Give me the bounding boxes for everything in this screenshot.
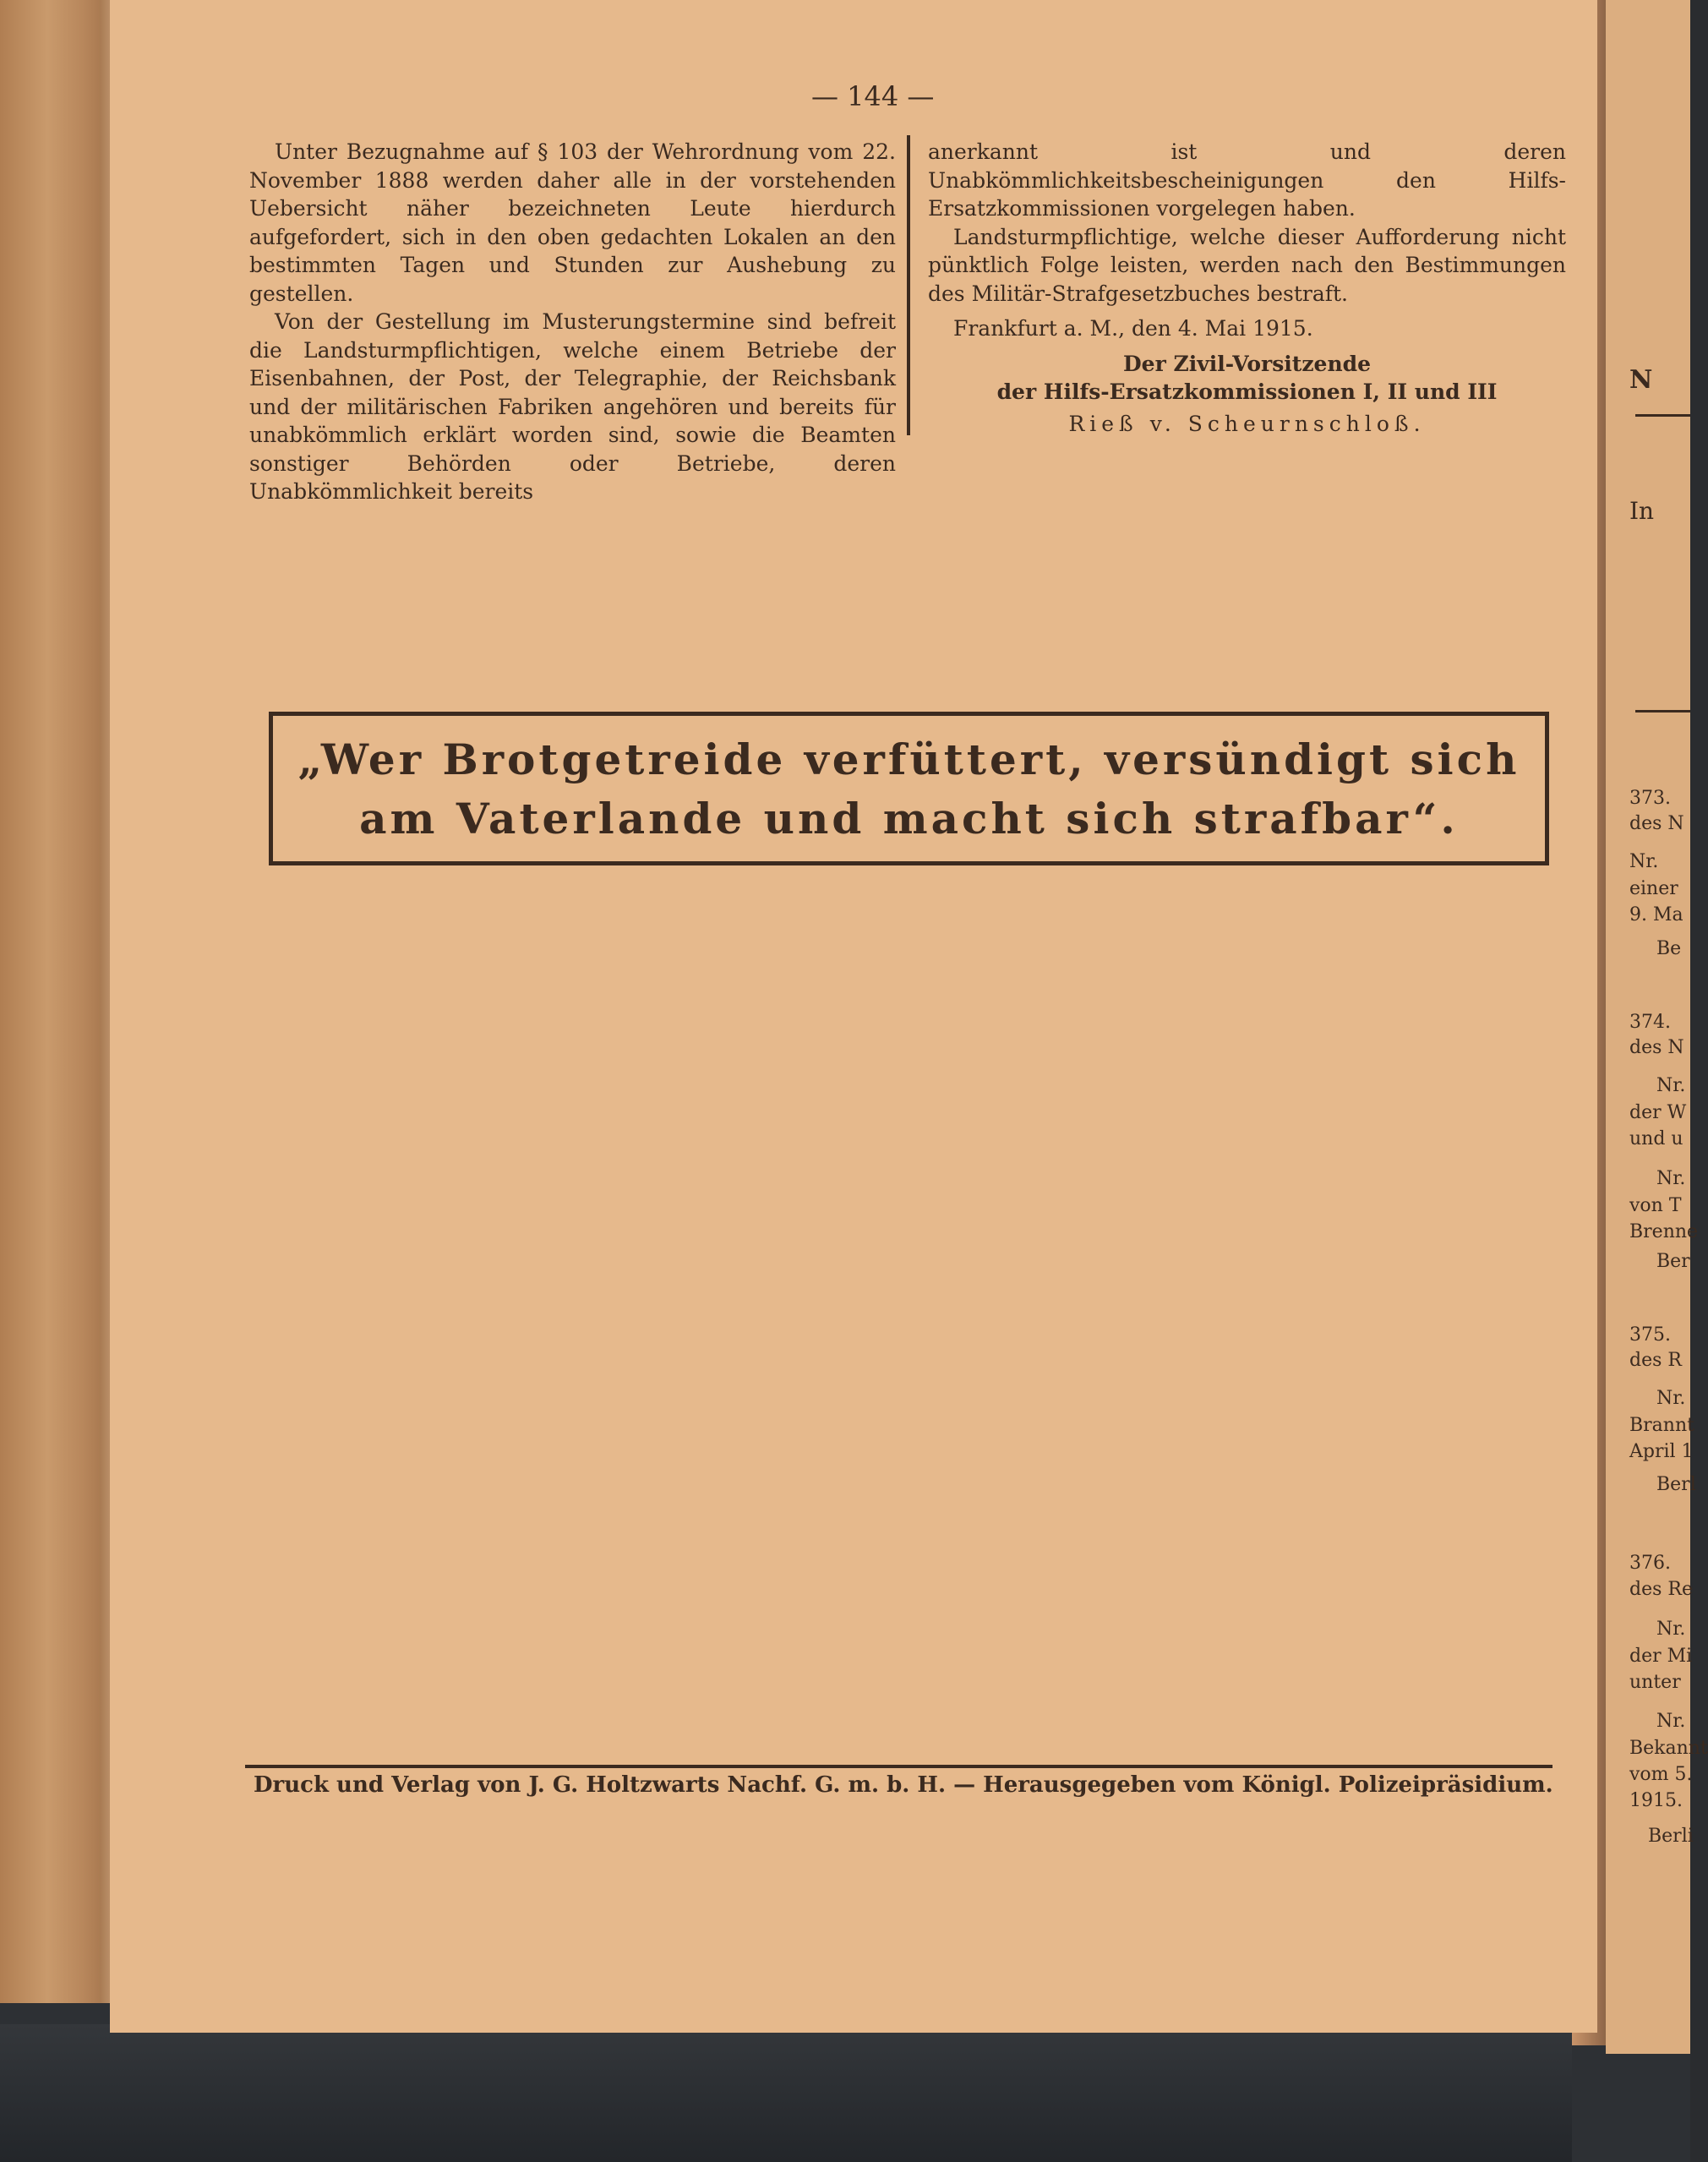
paragraph-summons: Unter Bezugnahme auf § 103 der Wehrordnung vom 22. November 1888 werden daher alle in der vorstehenden Uebersicht näher bezeichneten Leute hierdurch aufgefordert, sich in den oben gedachten Lokalen an den bestimmten Tagen und Stunden zur Aushebung zu gestellen.: [249, 139, 896, 306]
margin-fragment: Nr.: [1656, 1168, 1686, 1189]
margin-fragment: Berl: [1656, 1474, 1696, 1495]
paragraph-continuation: anerkannt ist und deren Unabkömmlichkeitsbescheinigungen den Hilfs-Ersatzkommissionen vorgelegen haben.: [928, 139, 1566, 221]
margin-fragment: Nr.: [1656, 1619, 1686, 1640]
footer-rule: [245, 1765, 1552, 1768]
left-column: [249, 138, 896, 506]
margin-fragment: und u: [1629, 1128, 1683, 1149]
margin-fragment: unter: [1629, 1672, 1681, 1693]
margin-fragment: 376.: [1629, 1553, 1671, 1574]
margin-fragment: von T: [1629, 1195, 1682, 1216]
notice-box: [269, 712, 1549, 865]
margin-fragment: Nr.: [1656, 1711, 1686, 1732]
margin-fragment: einer: [1629, 878, 1678, 899]
notice-line-2: am Vaterlande und macht sich strafbar“.: [359, 794, 1459, 844]
margin-fragment: N: [1629, 365, 1653, 395]
margin-fragment: Nr.: [1656, 1388, 1686, 1409]
margin-fragment: der Mi: [1629, 1646, 1693, 1667]
margin-fragment: Be: [1656, 938, 1682, 959]
margin-fragment: der W: [1629, 1102, 1687, 1123]
notice-line-1: „Wer Brotgetreide verfüttert, versündigt sich: [297, 734, 1520, 784]
margin-fragment: In: [1629, 497, 1655, 525]
right-column: [928, 138, 1566, 438]
signature-name: Rieß v. Scheurnschloß.: [1068, 411, 1426, 436]
margin-fragment: 9. Ma: [1629, 904, 1683, 925]
margin-fragment: Nr.: [1629, 851, 1659, 872]
margin-fragment: Nr.: [1656, 1075, 1686, 1096]
margin-fragment: 1915.: [1629, 1790, 1683, 1811]
margin-fragment: Brannt: [1629, 1415, 1694, 1436]
margin-fragment: April 1: [1629, 1441, 1694, 1462]
margin-fragment: vom 5.: [1629, 1764, 1693, 1785]
margin-fragment: des N: [1629, 1037, 1684, 1058]
margin-fragment: Bekannt: [1629, 1738, 1708, 1759]
margin-fragment: Ber: [1656, 1251, 1690, 1272]
margin-fragment: des R: [1629, 1350, 1682, 1371]
book-board: [0, 2024, 1572, 2162]
margin-fragment: des Re: [1629, 1579, 1693, 1600]
margin-fragment: 375.: [1629, 1324, 1671, 1346]
paragraph-penalty: Landsturmpflichtige, welche dieser Aufforderung nicht pünktlich Folge leisten, werden nach den Bestimmungen des Militär-Strafgesetzbuches bestraft.: [928, 224, 1566, 306]
margin-fragment: Brenne: [1629, 1221, 1699, 1242]
margin-fragment: des N: [1629, 813, 1684, 834]
margin-rule: [1635, 414, 1690, 417]
margin-fragment: Berli: [1648, 1826, 1694, 1847]
signature-title: Der Zivil-Vorsitzende: [1122, 351, 1372, 376]
date-line: Frankfurt a. M., den 4. Mai 1915.: [953, 316, 1313, 341]
signature-body: der Hilfs-Ersatzkommissionen I, II und III: [996, 379, 1498, 404]
imprint-footer: Druck und Verlag von J. G. Holtzwarts Nachf. G. m. b. H. — Herausgegeben vom Königl. Polizeipräsidium.: [254, 1772, 1553, 1798]
margin-rule: [1635, 710, 1690, 712]
margin-fragment: 374.: [1629, 1012, 1671, 1033]
page-number: — 144 —: [811, 80, 935, 112]
column-divider: [907, 135, 910, 435]
margin-fragment: 373.: [1629, 788, 1671, 809]
paragraph-exemptions: Von der Gestellung im Musterungstermine sind befreit die Landsturmpflichtigen, welche einem Betriebe der Eisenbahnen, der Post, der Telegraphie, der Reichsbank und der militärischen Fabriken angehören und bereits für unabkömmlich erklärt worden sind, sowie die Beamten sonstiger Behörden oder Betriebe, deren Unabkömmlichkeit bereits: [249, 309, 896, 504]
